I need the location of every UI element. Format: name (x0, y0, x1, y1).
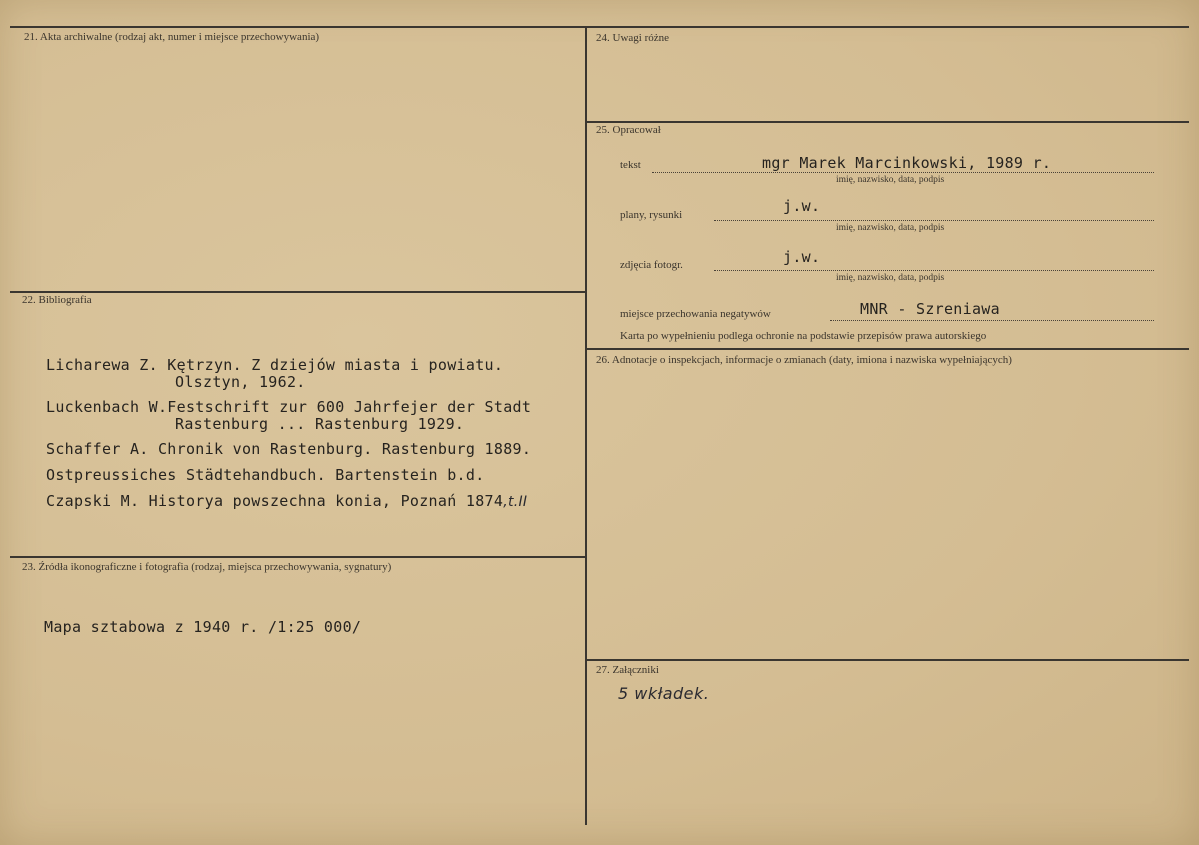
divider-24-25 (587, 121, 1189, 123)
zdjecia-label: zdjęcia fotogr. (620, 259, 683, 271)
plany-label: plany, rysunki (620, 209, 683, 221)
bibliography-entry-3: Schaffer A. Chronik von Rastenburg. Rastenburg 1889. (46, 440, 532, 458)
plany-caption: imię, nazwisko, data, podpis (836, 223, 945, 233)
bibliography-entry-2-line-2: Rastenburg ... Rastenburg 1929. (175, 415, 465, 433)
column-divider (585, 27, 587, 825)
section-21-label: 21. Akta archiwalne (rodzaj akt, numer i miejsce przechowywania) (24, 31, 320, 43)
bibliography-entry-5-annotation: ,t.II (503, 494, 528, 510)
divider-21-22 (10, 291, 585, 293)
plany-value: j.w. (783, 197, 821, 215)
section-24-label: 24. Uwagi różne (596, 32, 670, 44)
negatywy-label: miejsce przechowania negatywów (620, 308, 771, 320)
copyright-note: Karta po wypełnieniu podlega ochronie na podstawie przepisów prawa autorskiego (620, 330, 987, 342)
section-23-value: Mapa sztabowa z 1940 r. /1:25 000/ (44, 618, 362, 636)
section-27-value: 5 wkładek. (618, 684, 710, 703)
tekst-caption: imię, nazwisko, data, podpis (836, 175, 945, 185)
bibliography-entry-4: Ostpreussiches Städtehandbuch. Bartenstein b.d. (46, 466, 485, 484)
tekst-label: tekst (620, 159, 641, 171)
divider-26-27 (587, 659, 1189, 661)
plany-line (714, 220, 1154, 221)
bibliography-entry-2-line-1: Luckenbach W.Festschrift zur 600 Jahrfejer der Stadt (46, 398, 532, 416)
negatywy-line (830, 320, 1154, 321)
zdjecia-line (714, 270, 1154, 271)
bibliography-entry-1-line-1: Licharewa Z. Kętrzyn. Z dziejów miasta i powiatu. (46, 356, 504, 374)
zdjecia-value: j.w. (783, 248, 821, 266)
section-23-label: 23. Źródła ikonograficzne i fotografia (rodzaj, miejsca przechowywania, sygnatury) (22, 561, 392, 573)
section-22-label: 22. Bibliografia (22, 294, 92, 306)
top-border (10, 26, 1189, 28)
zdjecia-caption: imię, nazwisko, data, podpis (836, 273, 945, 283)
section-27-label: 27. Załączniki (596, 664, 659, 676)
divider-22-23 (10, 556, 585, 558)
section-25-label: 25. Opracował (596, 124, 661, 136)
bibliography-entry-1-line-2: Olsztyn, 1962. (175, 373, 306, 391)
bibliography-entry-5 (46, 492, 527, 510)
tekst-value: mgr Marek Marcinkowski, 1989 r. (762, 154, 1052, 172)
negatywy-value: MNR - Szreniawa (860, 300, 1000, 318)
divider-25-26 (587, 348, 1189, 350)
section-26-label: 26. Adnotacje o inspekcjach, informacje o zmianach (daty, imiona i nazwiska wypełniających) (596, 354, 1012, 366)
tekst-line (652, 172, 1154, 173)
bibliography-entry-5-text: Czapski M. Historya powszechna konia, Poznań 1874 (46, 492, 504, 510)
